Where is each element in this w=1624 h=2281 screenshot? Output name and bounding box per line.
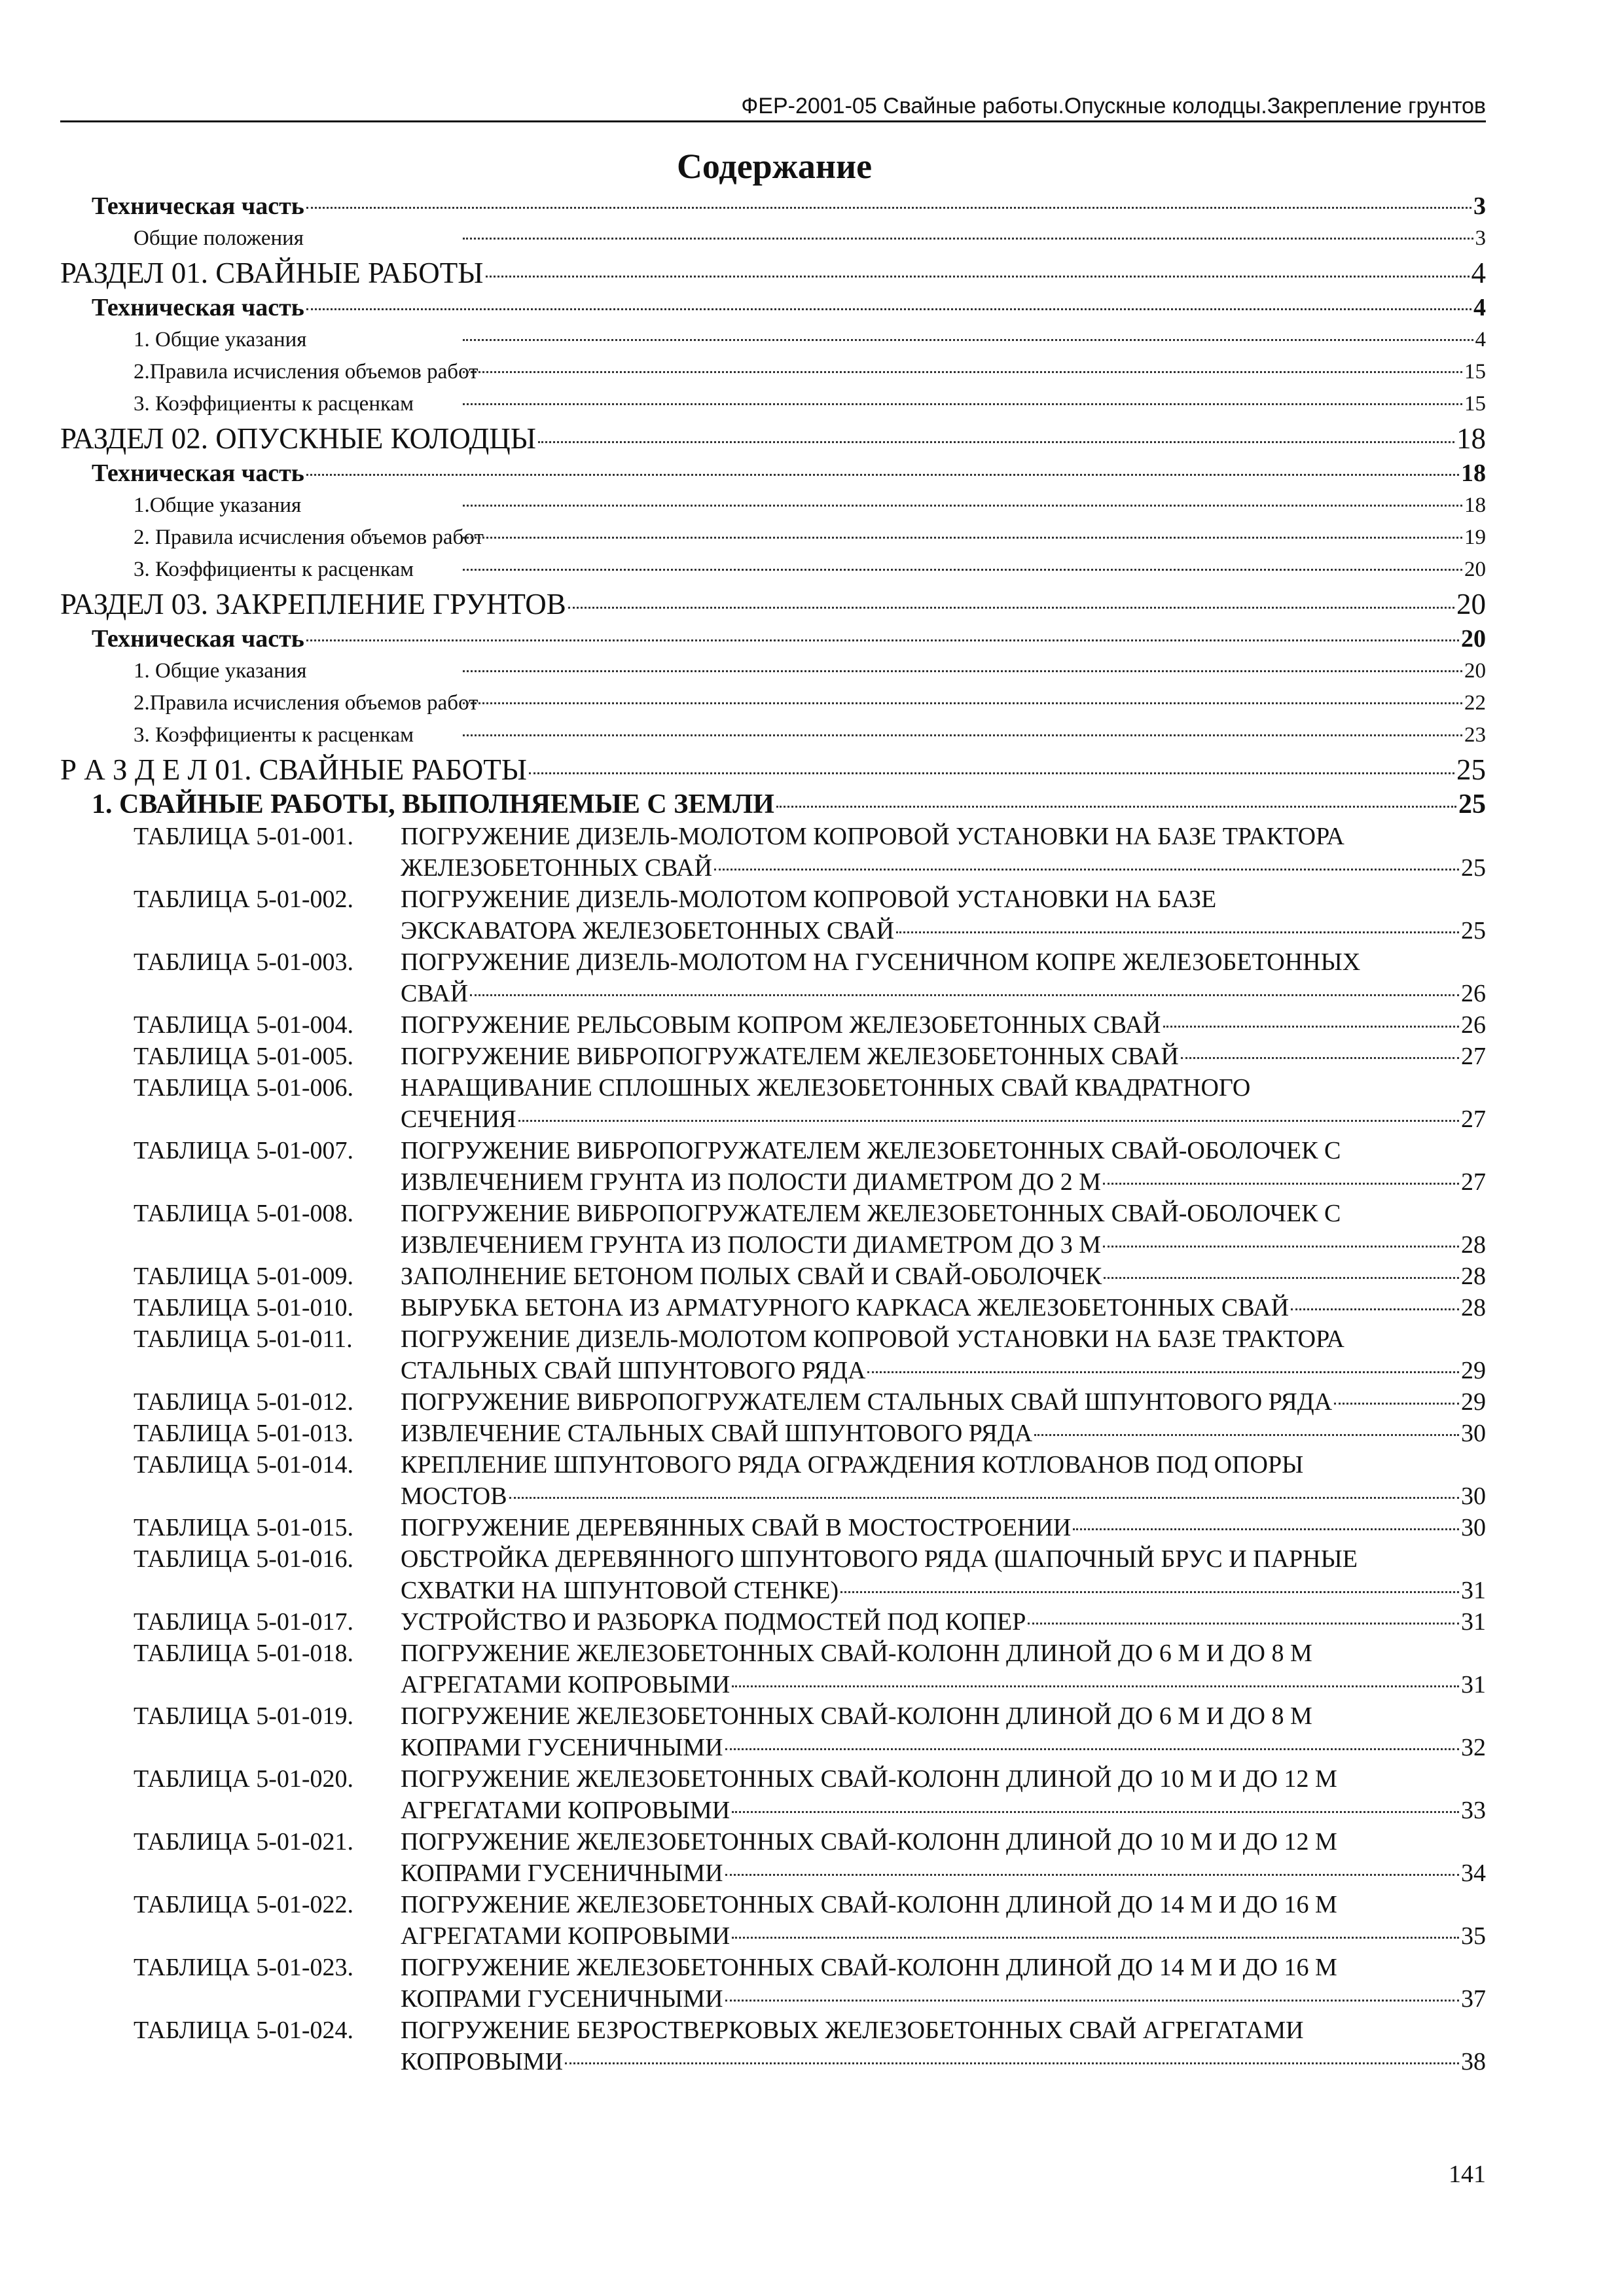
table-title-line — [401, 1638, 1486, 1669]
toc-table-entry[interactable] — [60, 1952, 1486, 2015]
toc-entry-page: 33 — [1461, 1797, 1486, 1824]
table-title-line — [401, 2046, 1486, 2077]
table-title — [401, 1512, 1486, 1543]
toc-entry[interactable] — [60, 388, 1486, 420]
toc-entry-page: 26 — [1461, 980, 1486, 1007]
table-title-text: ПОГРУЖЕНИЕ ВИБРОПОГРУЖАТЕЛЕМ ЖЕЛЕЗОБЕТОННЫХ СВАЙ-ОБОЛОЧЕК С — [401, 1137, 1341, 1164]
table-number: ТАБЛИЦА 5-01-018. — [134, 1640, 354, 1667]
toc-entry-page: 3 — [1475, 226, 1486, 250]
dot-leader — [1028, 1623, 1459, 1625]
toc-entry-page: 4 — [1473, 294, 1486, 321]
toc-entry[interactable] — [60, 687, 1486, 719]
toc-entry-label: Техническая часть — [92, 625, 304, 653]
table-number: ТАБЛИЦА 5-01-004. — [134, 1011, 354, 1039]
table-number: ТАБЛИЦА 5-01-001. — [134, 823, 354, 850]
table-title-line — [401, 1418, 1486, 1449]
toc-entry-page: 34 — [1461, 1859, 1486, 1887]
toc-table-entry[interactable] — [60, 1543, 1486, 1606]
table-title — [401, 2015, 1486, 2077]
table-title — [401, 1449, 1486, 1512]
toc-table-entry[interactable] — [60, 1386, 1486, 1418]
table-title-line — [401, 1198, 1486, 1229]
dot-leader — [529, 772, 1454, 774]
table-number: ТАБЛИЦА 5-01-016. — [134, 1545, 354, 1573]
header-rule — [60, 120, 1486, 122]
toc-entry-page: 4 — [1471, 257, 1486, 289]
toc-entry-page: 31 — [1461, 1577, 1486, 1604]
toc-entry-page: 26 — [1461, 1011, 1486, 1039]
table-title-text: ИЗВЛЕЧЕНИЕМ ГРУНТА ИЗ ПОЛОСТИ ДИАМЕТРОМ ДО 3 М — [401, 1231, 1102, 1259]
dot-leader — [463, 403, 1462, 405]
table-title-text: ПОГРУЖЕНИЕ ВИБРОПОГРУЖАТЕЛЕМ ЖЕЛЕЗОБЕТОННЫХ СВАЙ — [401, 1043, 1179, 1070]
table-number: ТАБЛИЦА 5-01-014. — [134, 1451, 354, 1479]
toc-table-entry[interactable] — [60, 1889, 1486, 1952]
table-title-text: ПОГРУЖЕНИЕ ДЕРЕВЯННЫХ СВАЙ В МОСТОСТРОЕНИИ — [401, 1514, 1072, 1541]
table-title-line — [401, 1481, 1486, 1512]
table-title-line — [401, 1763, 1486, 1795]
table-title-line — [401, 1983, 1486, 2015]
toc-table-entry[interactable] — [60, 1041, 1486, 1072]
table-number: ТАБЛИЦА 5-01-017. — [134, 1608, 354, 1636]
table-number: ТАБЛИЦА 5-01-010. — [134, 1294, 354, 1321]
table-title — [401, 1386, 1486, 1418]
table-number: ТАБЛИЦА 5-01-021. — [134, 1828, 354, 1856]
dot-leader — [463, 734, 1462, 736]
toc-table-entry[interactable] — [60, 1261, 1486, 1292]
dot-leader — [463, 238, 1473, 240]
dot-leader — [463, 505, 1462, 507]
toc-table-entry[interactable] — [60, 1135, 1486, 1198]
toc-table-entry[interactable] — [60, 1449, 1486, 1512]
dot-leader — [1073, 1528, 1459, 1530]
toc-table-entry[interactable] — [60, 1700, 1486, 1763]
table-number: ТАБЛИЦА 5-01-019. — [134, 1702, 354, 1730]
table-number: ТАБЛИЦА 5-01-011. — [134, 1325, 353, 1353]
toc-entry-page: 20 — [1464, 659, 1486, 683]
table-title-text: ПОГРУЖЕНИЕ ДИЗЕЛЬ-МОЛОТОМ КОПРОВОЙ УСТАНОВКИ НА БАЗЕ — [401, 886, 1217, 913]
dot-leader — [306, 308, 1471, 310]
dot-leader — [565, 2062, 1459, 2064]
toc-entry-label: 3. Коэффициенты к расценкам — [134, 392, 414, 416]
toc-entry[interactable] — [60, 586, 1486, 622]
table-title-line — [401, 1732, 1486, 1763]
toc-entry-page: 30 — [1461, 1420, 1486, 1447]
table-entries — [60, 821, 1486, 2077]
toc-table-entry[interactable] — [60, 1323, 1486, 1386]
table-title-line — [401, 1700, 1486, 1732]
table-title-text: ОБСТРОЙКА ДЕРЕВЯННОГО ШПУНТОВОГО РЯДА (ШАПОЧНЫЙ БРУС И ПАРНЫЕ — [401, 1545, 1358, 1573]
toc-entry[interactable] — [60, 788, 1486, 821]
table-title-text: ПОГРУЖЕНИЕ ЖЕЛЕЗОБЕТОННЫХ СВАЙ-КОЛОНН ДЛИНОЙ ДО 6 М И ДО 8 М — [401, 1702, 1312, 1730]
table-title-text: НАРАЩИВАНИЕ СПЛОШНЫХ ЖЕЛЕЗОБЕТОННЫХ СВАЙ КВАДРАТНОГО — [401, 1074, 1251, 1102]
toc-entry[interactable] — [60, 420, 1486, 457]
table-title-line — [401, 978, 1486, 1009]
table-title-line — [401, 915, 1486, 946]
toc-entry-page: 30 — [1461, 1482, 1486, 1510]
table-title-text: ПОГРУЖЕНИЕ ДИЗЕЛЬ-МОЛОТОМ КОПРОВОЙ УСТАНОВКИ НА БАЗЕ ТРАКТОРА — [401, 1325, 1344, 1353]
table-title-text: КОПРАМИ ГУСЕНИЧНЫМИ — [401, 1985, 723, 2013]
table-title — [401, 821, 1486, 884]
toc-entry-page: 31 — [1461, 1608, 1486, 1636]
table-number: ТАБЛИЦА 5-01-020. — [134, 1765, 354, 1793]
toc-entry-label: 1. СВАЙНЫЕ РАБОТЫ, ВЫПОЛНЯЕМЫЕ С ЗЕМЛИ — [92, 789, 774, 819]
table-title-text: ПОГРУЖЕНИЕ ЖЕЛЕЗОБЕТОННЫХ СВАЙ-КОЛОНН ДЛИНОЙ ДО 14 М И ДО 16 М — [401, 1891, 1337, 1918]
table-number: ТАБЛИЦА 5-01-012. — [134, 1388, 354, 1416]
table-title-line — [401, 821, 1486, 852]
table-title — [401, 1418, 1486, 1449]
table-title — [401, 1826, 1486, 1889]
toc-entry-page: 18 — [1456, 422, 1486, 455]
toc-entry-page: 15 — [1464, 392, 1486, 416]
table-number: ТАБЛИЦА 5-01-024. — [134, 2017, 354, 2044]
toc-table-entry[interactable] — [60, 1826, 1486, 1889]
table-title-text: ВЫРУБКА БЕТОНА ИЗ АРМАТУРНОГО КАРКАСА ЖЕЛЕЗОБЕТОННЫХ СВАЙ — [401, 1294, 1290, 1321]
table-title-line — [401, 1795, 1486, 1826]
toc-entry-page: 25 — [1461, 854, 1486, 882]
toc-entry-label: 1. Общие указания — [134, 659, 307, 683]
table-title-line — [401, 884, 1486, 915]
table-title-line — [401, 1009, 1486, 1041]
toc-table-entry[interactable] — [60, 1292, 1486, 1323]
toc-entry-page: 19 — [1464, 526, 1486, 549]
table-title — [401, 1606, 1486, 1638]
table-title — [401, 1763, 1486, 1826]
toc-entry[interactable] — [60, 223, 1486, 255]
dot-leader — [306, 474, 1459, 476]
dot-leader — [840, 1591, 1459, 1593]
table-title-line — [401, 1449, 1486, 1481]
toc-entry[interactable] — [60, 457, 1486, 490]
dot-leader — [306, 639, 1459, 641]
table-title-line — [401, 1543, 1486, 1575]
dot-leader — [725, 1874, 1459, 1876]
toc-title: Содержание — [676, 147, 873, 186]
toc-table-entry[interactable] — [60, 1198, 1486, 1261]
dot-leader — [470, 994, 1459, 996]
toc-table-entry[interactable] — [60, 2015, 1486, 2077]
table-number: ТАБЛИЦА 5-01-005. — [134, 1043, 354, 1070]
table-title — [401, 1261, 1486, 1292]
toc-entry-page: 22 — [1464, 691, 1486, 715]
toc-entry[interactable] — [60, 291, 1486, 324]
dot-leader — [463, 569, 1462, 571]
dot-leader — [1104, 1277, 1459, 1279]
dot-leader — [463, 702, 1462, 704]
toc-entry-label: РАЗДЕЛ 02. ОПУСКНЫЕ КОЛОДЦЫ — [60, 422, 537, 455]
toc-entry-page: 3 — [1473, 192, 1486, 220]
table-title — [401, 1952, 1486, 2015]
toc-entry-page: 25 — [1456, 753, 1486, 786]
dot-leader — [486, 276, 1470, 278]
table-title-line — [401, 1072, 1486, 1104]
table-title-text: ПОГРУЖЕНИЕ ЖЕЛЕЗОБЕТОННЫХ СВАЙ-КОЛОНН ДЛИНОЙ ДО 14 М И ДО 16 М — [401, 1954, 1337, 1981]
table-title-text: КОПРАМИ ГУСЕНИЧНЫМИ — [401, 1734, 723, 1761]
dot-leader — [867, 1371, 1459, 1373]
toc-entry-page: 28 — [1461, 1294, 1486, 1321]
table-title-line — [401, 1889, 1486, 1920]
table-title-text: ПОГРУЖЕНИЕ ЖЕЛЕЗОБЕТОННЫХ СВАЙ-КОЛОНН ДЛИНОЙ ДО 10 М И ДО 12 М — [401, 1765, 1337, 1793]
toc-entry-page: 27 — [1461, 1043, 1486, 1070]
toc-entry-page: 38 — [1461, 2048, 1486, 2075]
table-title-line — [401, 1606, 1486, 1638]
table-title-line — [401, 1386, 1486, 1418]
table-title — [401, 1638, 1486, 1700]
dot-leader — [1163, 1026, 1460, 1028]
toc-entry-page: 28 — [1461, 1231, 1486, 1259]
toc-entry-page: 4 — [1475, 328, 1486, 351]
toc-entry-page: 20 — [1456, 588, 1486, 620]
dot-leader — [518, 1120, 1459, 1122]
toc-entry-page: 32 — [1461, 1734, 1486, 1761]
table-title-line — [401, 1104, 1486, 1135]
table-title-line — [401, 1858, 1486, 1889]
table-number: ТАБЛИЦА 5-01-008. — [134, 1200, 354, 1227]
toc-table-entry[interactable] — [60, 1072, 1486, 1135]
toc-table-entry[interactable] — [60, 1638, 1486, 1700]
table-number: ТАБЛИЦА 5-01-006. — [134, 1074, 354, 1102]
table-title-line — [401, 2015, 1486, 2046]
table-title-text: ПОГРУЖЕНИЕ ЖЕЛЕЗОБЕТОННЫХ СВАЙ-КОЛОНН ДЛИНОЙ ДО 6 М И ДО 8 М — [401, 1640, 1312, 1667]
table-title-line — [401, 1261, 1486, 1292]
table-of-contents — [60, 190, 1486, 2077]
dot-leader — [896, 931, 1459, 933]
toc-entry[interactable] — [60, 190, 1486, 223]
toc-entry-page: 25 — [1461, 917, 1486, 944]
dot-leader — [725, 2000, 1459, 2002]
table-title-line — [401, 1323, 1486, 1355]
dot-leader — [538, 441, 1454, 443]
toc-entry-page: 37 — [1461, 1985, 1486, 2013]
table-number: ТАБЛИЦА 5-01-023. — [134, 1954, 354, 1981]
dot-leader — [463, 371, 1462, 373]
table-title-text: СВАЙ — [401, 980, 469, 1007]
table-title-text: ПОГРУЖЕНИЕ РЕЛЬСОВЫМ КОПРОМ ЖЕЛЕЗОБЕТОННЫХ СВАЙ — [401, 1011, 1161, 1039]
toc-entry-label: 3. Коэффициенты к расценкам — [134, 558, 414, 581]
table-number: ТАБЛИЦА 5-01-009. — [134, 1263, 354, 1290]
table-title-text: КОПРАМИ ГУСЕНИЧНЫМИ — [401, 1859, 723, 1887]
toc-table-entry[interactable] — [60, 1606, 1486, 1638]
dot-leader — [1103, 1183, 1459, 1185]
table-title-text: УСТРОЙСТВО И РАЗБОРКА ПОДМОСТЕЙ ПОД КОПЕР — [401, 1608, 1026, 1636]
toc-entry-page: 27 — [1461, 1105, 1486, 1133]
table-title-text: КРЕПЛЕНИЕ ШПУНТОВОГО РЯДА ОГРАЖДЕНИЯ КОТЛОВАНОВ ПОД ОПОРЫ — [401, 1451, 1304, 1479]
toc-entry[interactable] — [60, 324, 1486, 356]
table-title-line — [401, 1041, 1486, 1072]
table-title-text: СХВАТКИ НА ШПУНТОВОЙ СТЕНКЕ) — [401, 1577, 839, 1604]
table-number: ТАБЛИЦА 5-01-013. — [134, 1420, 354, 1447]
toc-entry[interactable] — [60, 622, 1486, 655]
table-title-text: ИЗВЛЕЧЕНИЕ СТАЛЬНЫХ СВАЙ ШПУНТОВОГО РЯДА — [401, 1420, 1033, 1447]
dot-leader — [1181, 1057, 1459, 1059]
table-title-line — [401, 1920, 1486, 1952]
toc-table-entry[interactable] — [60, 1418, 1486, 1449]
table-title — [401, 1135, 1486, 1198]
toc-entry[interactable] — [60, 522, 1486, 554]
toc-entry-page: 28 — [1461, 1263, 1486, 1290]
table-title-line — [401, 1292, 1486, 1323]
toc-entry-page: 18 — [1461, 459, 1486, 487]
table-title-line — [401, 1512, 1486, 1543]
toc-entry-label: 3. Коэффициенты к расценкам — [134, 723, 414, 747]
table-title-line — [401, 1669, 1486, 1700]
toc-table-entry[interactable] — [60, 884, 1486, 946]
table-title-text: АГРЕГАТАМИ КОПРОВЫМИ — [401, 1922, 731, 1950]
table-title-text: СТАЛЬНЫХ СВАЙ ШПУНТОВОГО РЯДА — [401, 1357, 866, 1384]
dot-leader — [714, 869, 1459, 871]
table-title-text: ПОГРУЖЕНИЕ ДИЗЕЛЬ-МОЛОТОМ КОПРОВОЙ УСТАНОВКИ НА БАЗЕ ТРАКТОРА — [401, 823, 1344, 850]
dot-leader — [732, 1937, 1459, 1939]
table-number: ТАБЛИЦА 5-01-007. — [134, 1137, 354, 1164]
page-number: 141 — [1449, 2161, 1486, 2188]
table-number: ТАБЛИЦА 5-01-022. — [134, 1891, 354, 1918]
toc-entry-label: 2. Правила исчисления объемов работ — [134, 526, 484, 549]
toc-entry-label: Техническая часть — [92, 192, 304, 220]
table-title — [401, 1292, 1486, 1323]
toc-entry[interactable] — [60, 554, 1486, 586]
table-title-text: ИЗВЛЕЧЕНИЕМ ГРУНТА ИЗ ПОЛОСТИ ДИАМЕТРОМ ДО 2 М — [401, 1168, 1102, 1196]
toc-entry-label: 1. Общие указания — [134, 328, 307, 351]
toc-entry-page: 20 — [1461, 625, 1486, 653]
table-title-text: ПОГРУЖЕНИЕ ВИБРОПОГРУЖАТЕЛЕМ СТАЛЬНЫХ СВАЙ ШПУНТОВОГО РЯДА — [401, 1388, 1333, 1416]
table-title — [401, 1543, 1486, 1606]
toc-table-entry[interactable] — [60, 1009, 1486, 1041]
table-title-text: АГРЕГАТАМИ КОПРОВЫМИ — [401, 1797, 731, 1824]
toc-entry-label: Техническая часть — [92, 459, 304, 487]
table-title-line — [401, 1135, 1486, 1166]
toc-table-entry[interactable] — [60, 1763, 1486, 1826]
table-title — [401, 1198, 1486, 1261]
toc-entry-page: 18 — [1464, 494, 1486, 517]
table-title-line — [401, 1575, 1486, 1606]
toc-entry[interactable] — [60, 356, 1486, 388]
table-title-line — [401, 1166, 1486, 1198]
table-number: ТАБЛИЦА 5-01-003. — [134, 948, 354, 976]
dot-leader — [732, 1685, 1459, 1687]
table-title-text: КОПРОВЫМИ — [401, 2048, 564, 2075]
table-title-text: ПОГРУЖЕНИЕ ДИЗЕЛЬ-МОЛОТОМ НА ГУСЕНИЧНОМ КОПРЕ ЖЕЛЕЗОБЕТОННЫХ — [401, 948, 1361, 976]
table-title-line — [401, 1826, 1486, 1858]
table-title — [401, 1072, 1486, 1135]
toc-table-entry[interactable] — [60, 1512, 1486, 1543]
table-title-text: ЭКСКАВАТОРА ЖЕЛЕЗОБЕТОННЫХ СВАЙ — [401, 917, 895, 944]
toc-entry-page: 25 — [1458, 789, 1486, 819]
toc-entry-label: 1.Общие указания — [134, 494, 302, 517]
toc-entry-label: РАЗДЕЛ 03. ЗАКРЕПЛЕНИЕ ГРУНТОВ — [60, 588, 566, 620]
table-title — [401, 1700, 1486, 1763]
table-title-line — [401, 946, 1486, 978]
toc-entry[interactable] — [60, 655, 1486, 687]
table-title-line — [401, 1355, 1486, 1386]
dot-leader — [463, 537, 1462, 539]
dot-leader — [725, 1748, 1459, 1750]
dot-leader — [568, 607, 1454, 609]
toc-entry-page: 27 — [1461, 1168, 1486, 1196]
toc-entry-label: 2.Правила исчисления объемов работ — [134, 360, 478, 384]
toc-entry[interactable] — [60, 751, 1486, 788]
table-title — [401, 1041, 1486, 1072]
table-title — [401, 884, 1486, 946]
table-title — [401, 946, 1486, 1009]
table-title-text: ПОГРУЖЕНИЕ ВИБРОПОГРУЖАТЕЛЕМ ЖЕЛЕЗОБЕТОННЫХ СВАЙ-ОБОЛОЧЕК С — [401, 1200, 1341, 1227]
dot-leader — [732, 1811, 1459, 1813]
toc-entry-page: 15 — [1464, 360, 1486, 384]
toc-entry[interactable] — [60, 719, 1486, 751]
toc-entry-page: 20 — [1464, 558, 1486, 581]
table-title-text: ПОГРУЖЕНИЕ БЕЗРОСТВЕРКОВЫХ ЖЕЛЕЗОБЕТОННЫХ СВАЙ АГРЕГАТАМИ — [401, 2017, 1304, 2044]
table-number: ТАБЛИЦА 5-01-002. — [134, 886, 354, 913]
toc-entry-label: РАЗДЕЛ 01. СВАЙНЫЕ РАБОТЫ — [60, 257, 484, 289]
toc-table-entry[interactable] — [60, 946, 1486, 1009]
dot-leader — [306, 207, 1471, 209]
table-title-text: ЖЕЛЕЗОБЕТОННЫХ СВАЙ — [401, 854, 713, 882]
toc-entry-label: Техническая часть — [92, 294, 304, 321]
dot-leader — [1334, 1403, 1459, 1405]
dot-leader — [1034, 1434, 1459, 1436]
table-number: ТАБЛИЦА 5-01-015. — [134, 1514, 354, 1541]
toc-entry-label: Р А З Д Е Л 01. СВАЙНЫЕ РАБОТЫ — [60, 753, 527, 786]
toc-entry-page: 31 — [1461, 1671, 1486, 1698]
table-title-text: ПОГРУЖЕНИЕ ЖЕЛЕЗОБЕТОННЫХ СВАЙ-КОЛОНН ДЛИНОЙ ДО 10 М И ДО 12 М — [401, 1828, 1337, 1856]
toc-entry-label: 2.Правила исчисления объемов работ — [134, 691, 478, 715]
toc-table-entry[interactable] — [60, 821, 1486, 884]
table-title — [401, 1889, 1486, 1952]
dot-leader — [509, 1497, 1459, 1499]
table-title — [401, 1323, 1486, 1386]
table-title-text: МОСТОВ — [401, 1482, 507, 1510]
toc-entry[interactable] — [60, 255, 1486, 291]
toc-entry[interactable] — [60, 490, 1486, 522]
toc-entry-label: Общие положения — [134, 226, 304, 250]
table-title — [401, 1009, 1486, 1041]
dot-leader — [1103, 1246, 1459, 1248]
dot-leader — [776, 806, 1456, 808]
table-title-line — [401, 852, 1486, 884]
table-title-text: АГРЕГАТАМИ КОПРОВЫМИ — [401, 1671, 731, 1698]
toc-entry-page: 29 — [1461, 1388, 1486, 1416]
dot-leader — [463, 670, 1462, 672]
toc-entry-page: 35 — [1461, 1922, 1486, 1950]
table-title-text: СЕЧЕНИЯ — [401, 1105, 516, 1133]
table-title-line — [401, 1952, 1486, 1983]
toc-entry-page: 23 — [1464, 723, 1486, 747]
dot-leader — [1291, 1308, 1459, 1310]
toc-entry-page: 30 — [1461, 1514, 1486, 1541]
toc-entry-page: 29 — [1461, 1357, 1486, 1384]
table-title-text: ЗАПОЛНЕНИЕ БЕТОНОМ ПОЛЫХ СВАЙ И СВАЙ-ОБОЛОЧЕК — [401, 1263, 1102, 1290]
table-title-line — [401, 1229, 1486, 1261]
running-header: ФЕР-2001-05 Свайные работы.Опускные колодцы.Закрепление грунтов — [741, 94, 1486, 118]
dot-leader — [463, 339, 1473, 341]
